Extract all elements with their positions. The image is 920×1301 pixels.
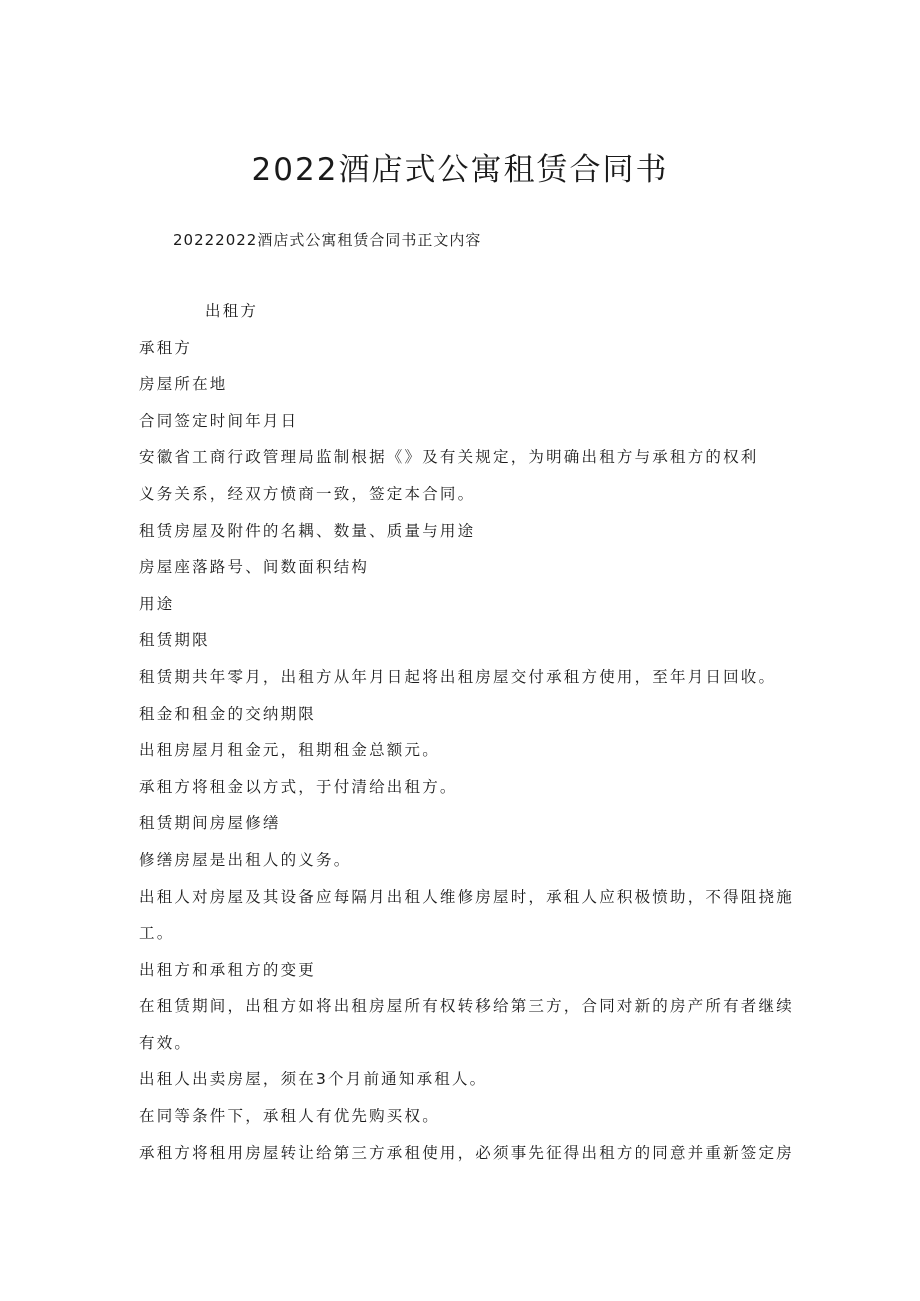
- document-title: 2022酒店式公寓租赁合同书: [251, 152, 669, 188]
- text-line: 安徽省工商行政管理局监制根据《》及有关规定，为明确出租方与承租方的权利: [139, 448, 759, 467]
- text-line: 修缮房屋是出租人的义务。: [139, 850, 352, 869]
- text-line: 用途: [139, 594, 175, 613]
- text-line: 在同等条件下，承租人有优先购买权。: [139, 1107, 440, 1126]
- text-line: 租赁期共年零月，出租方从年月日起将出租房屋交付承租方使用，至年月日回收。: [139, 667, 777, 686]
- text-line: 承租方将租用房屋转让给第三方承租使用，必须事先征得出租方的同意并重新签定房: [139, 1143, 794, 1162]
- text-line: 出租人出卖房屋，须在3个月前通知承租人。: [139, 1070, 488, 1089]
- text-line: 出租方: [205, 302, 259, 320]
- text-line: 承租方: [139, 338, 193, 357]
- document-body: [139, 300, 794, 1178]
- document-subtitle: 20222022酒店式公寓租赁合同书正文内容: [173, 231, 482, 249]
- text-line: 工。: [139, 924, 175, 943]
- text-line: 在租赁期间，出租方如将出租房屋所有权转移给第三方，合同对新的房产所有者继续: [139, 997, 794, 1016]
- text-line: 有效。: [139, 1033, 193, 1052]
- text-line: 房屋所在地: [139, 375, 228, 394]
- text-line: 租赁房屋及附件的名耦、数量、质量与用途: [139, 521, 476, 540]
- text-line: 租赁期限: [139, 631, 210, 650]
- text-line: 合同签定时间年月日: [139, 411, 299, 430]
- text-line: 租金和租金的交纳期限: [139, 704, 317, 723]
- text-line: 房屋座落路号、间数面积结构: [139, 558, 370, 577]
- text-line: 出租方和承租方的变更: [139, 960, 317, 979]
- text-line: 义务关系，经双方愤商一致，签定本合同。: [139, 484, 476, 503]
- text-line: 租赁期间房屋修缮: [139, 814, 281, 833]
- text-line: 出租人对房屋及其设备应每隔月出租人维修房屋时，承租人应积极愤助，不得阻挠施: [139, 887, 794, 906]
- text-line: 承租方将租金以方式，于付清给出租方。: [139, 777, 458, 796]
- text-line: 出租房屋月租金元，租期租金总额元。: [139, 741, 440, 760]
